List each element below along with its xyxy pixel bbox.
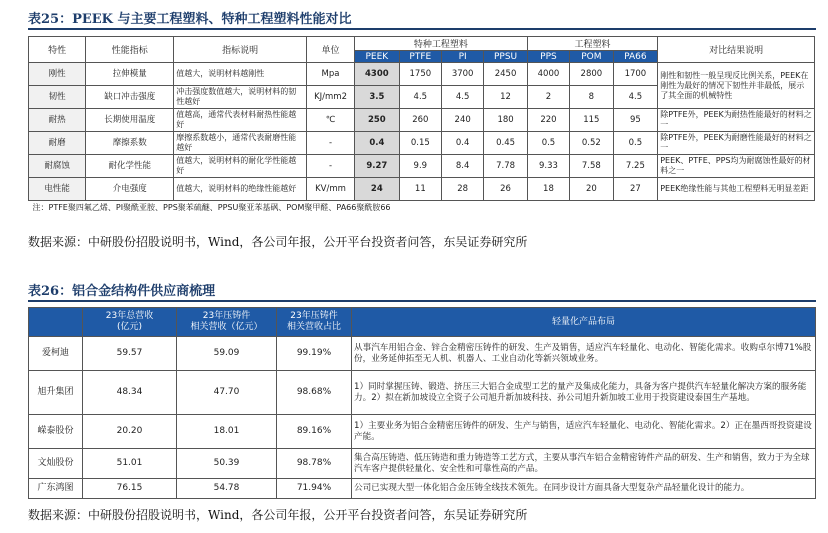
table-row (29, 155, 815, 178)
company-cell: 嵘泰股份 (29, 415, 83, 449)
header-product-layout: 轻量化产品布局 (352, 308, 816, 337)
aluminum-supplier-table (28, 307, 816, 499)
indicator-desc-cell: 值越大，说明材料的绝缘性能越好 (174, 178, 307, 201)
total-revenue-cell: 51.01 (83, 449, 177, 479)
value-cell: 9.33 (527, 155, 569, 178)
value-cell: 2800 (570, 63, 613, 86)
indicator-desc-cell: 摩擦系数越小，通常代表耐磨性能越好 (174, 132, 307, 155)
header-related-revenue: 23年压铸件 相关营收（亿元） (177, 308, 277, 337)
property-cell: 耐热 (29, 109, 86, 132)
layout-cell: 1）主要业务为铝合金精密压铸件的研发、生产与销售，适应汽车轻量化、电动化、智能化需求。2）正在墨西哥投资建设产能。 (352, 415, 816, 449)
table-row (29, 415, 816, 449)
header-property: 特性 (29, 37, 86, 63)
value-cell: 27 (613, 178, 658, 201)
total-revenue-cell: 20.20 (83, 415, 177, 449)
table25-title-rule (28, 28, 816, 30)
value-cell: 7.25 (613, 155, 658, 178)
value-cell: 180 (484, 109, 527, 132)
layout-cell: 集合高压铸造、低压铸造和重力铸造等工艺方式，主要从事汽车铝合金精密铸件产品的研发、生产和销售，致力于为全球汽车客户提供轻量化、安全性和可靠性高的产品。 (352, 449, 816, 479)
related-revenue-cell: 18.01 (177, 415, 277, 449)
header-material: PEEK (355, 51, 400, 63)
value-cell: 0.45 (484, 132, 527, 155)
header-material: PPSU (484, 51, 527, 63)
property-cell: 韧性 (29, 86, 86, 109)
conclusion-cell: 刚性和韧性一般呈现反比例关系，PEEK在刚性为最好的情况下韧性并非最低，展示了其全面的机械特性 (658, 63, 815, 109)
header-revenue-ratio: 23年压铸件 相关营收占比 (277, 308, 352, 337)
conclusion-cell: PEEK绝缘性能与其他工程塑料无明显差距 (658, 178, 815, 201)
conclusion-cell: 除PTFE外，PEEK为耐磨性能最好的材料之一 (658, 132, 815, 155)
unit-cell: ℃ (307, 109, 355, 132)
related-revenue-cell: 59.09 (177, 337, 277, 371)
header-material: PTFE (399, 51, 441, 63)
value-cell: 1750 (399, 63, 441, 86)
indicator-desc-cell: 值越大，说明材料越刚性 (174, 63, 307, 86)
value-cell: 0.52 (570, 132, 613, 155)
value-cell: 11 (399, 178, 441, 201)
conclusion-cell: 除PTFE外，PEEK为耐热性能最好的材料之一 (658, 109, 815, 132)
layout-cell: 1）同时掌握压铸、锻造、挤压三大铝合金成型工艺的量产及集成化能力，具备为客户提供汽车轻量化解决方案的服务能力。2）拟在新加坡设立全资子公司旭升新加坡科技、孙公司旭升新加坡工业用于投资建设泰国生产基地。 (352, 371, 816, 415)
table-row (29, 178, 815, 201)
indicator-cell: 缺口冲击强度 (86, 86, 174, 109)
value-cell: 9.9 (399, 155, 441, 178)
value-cell-peek: 24 (355, 178, 400, 201)
unit-cell: - (307, 132, 355, 155)
header-material: POM (570, 51, 613, 63)
property-cell: 电性能 (29, 178, 86, 201)
table-row (29, 63, 815, 86)
value-cell-peek: 3.5 (355, 86, 400, 109)
header-special-plastics: 特种工程塑料 (355, 37, 528, 51)
related-revenue-cell: 47.70 (177, 371, 277, 415)
indicator-cell: 拉伸模量 (86, 63, 174, 86)
value-cell: 18 (527, 178, 569, 201)
value-cell: 12 (484, 86, 527, 109)
table-row (29, 109, 815, 132)
value-cell: 4000 (527, 63, 569, 86)
table26-source: 数据来源：中研股份招股说明书，Wind，各公司年报，公开平台投资者问答，东吴证券研究所 (28, 508, 528, 522)
header-conclusion: 对比结果说明 (658, 37, 815, 63)
table-row (29, 337, 816, 371)
value-cell: 4.5 (613, 86, 658, 109)
total-revenue-cell: 59.57 (83, 337, 177, 371)
peek-comparison-table (28, 36, 815, 213)
table-row (29, 479, 816, 499)
value-cell: 4.5 (399, 86, 441, 109)
value-cell: 20 (570, 178, 613, 201)
ratio-cell: 71.94% (277, 479, 352, 499)
table-row (29, 371, 816, 415)
header-indicator: 性能指标 (86, 37, 174, 63)
company-cell: 文灿股份 (29, 449, 83, 479)
total-revenue-cell: 48.34 (83, 371, 177, 415)
table26-title-rule (28, 300, 816, 302)
value-cell: 8 (570, 86, 613, 109)
table25-title: 表25：PEEK 与主要工程塑料、特种工程塑料性能对比 (28, 12, 352, 27)
indicator-cell: 耐化学性能 (86, 155, 174, 178)
value-cell: 240 (441, 109, 483, 132)
value-cell: 260 (399, 109, 441, 132)
property-cell: 耐腐蚀 (29, 155, 86, 178)
value-cell-peek: 0.4 (355, 132, 400, 155)
value-cell: 4.5 (441, 86, 483, 109)
table25-source: 数据来源：中研股份招股说明书，Wind，各公司年报，公开平台投资者问答，东吴证券研究所 (28, 235, 528, 249)
company-cell: 爱柯迪 (29, 337, 83, 371)
table25-footnote: 注：PTFE聚四氟乙烯、PI聚酰亚胺、PPS聚苯硫醚、PPSU聚亚苯基砜、POM聚甲醛、PA66聚酰胺66 (32, 202, 391, 212)
ratio-cell: 89.16% (277, 415, 352, 449)
value-cell: 0.15 (399, 132, 441, 155)
unit-cell: KV/mm (307, 178, 355, 201)
value-cell: 1700 (613, 63, 658, 86)
table26-title: 表26：铝合金结构件供应商梳理 (28, 284, 216, 299)
ratio-cell: 99.19% (277, 337, 352, 371)
value-cell: 26 (484, 178, 527, 201)
value-cell: 95 (613, 109, 658, 132)
value-cell-peek: 9.27 (355, 155, 400, 178)
value-cell: 115 (570, 109, 613, 132)
unit-cell: - (307, 155, 355, 178)
header-material: PA66 (613, 51, 658, 63)
indicator-cell: 长期使用温度 (86, 109, 174, 132)
header-indicator-desc: 指标说明 (174, 37, 307, 63)
layout-cell: 公司已实现大型一体化铝合金压铸全线技术领先。在同步设计方面具备大型复杂产品轻量化设计的能力。 (352, 479, 816, 499)
total-revenue-cell: 76.15 (83, 479, 177, 499)
company-cell: 广东鸿图 (29, 479, 83, 499)
related-revenue-cell: 54.78 (177, 479, 277, 499)
value-cell: 7.78 (484, 155, 527, 178)
layout-cell: 从事汽车用铝合金、锌合金精密压铸件的研发、生产及销售，适应汽车轻量化、电动化、智能化需求。收购卓尔博71%股份，业务延伸拓至无人机、机器人、工业自动化等新兴领域业务。 (352, 337, 816, 371)
table-row (29, 449, 816, 479)
value-cell: 3700 (441, 63, 483, 86)
header-engineering-plastics: 工程塑料 (527, 37, 657, 51)
related-revenue-cell: 50.39 (177, 449, 277, 479)
unit-cell: KJ/mm2 (307, 86, 355, 109)
ratio-cell: 98.68% (277, 371, 352, 415)
header-material: PPS (527, 51, 569, 63)
header-unit: 单位 (307, 37, 355, 63)
property-cell: 刚性 (29, 63, 86, 86)
ratio-cell: 98.78% (277, 449, 352, 479)
value-cell: 220 (527, 109, 569, 132)
header-company (29, 308, 83, 337)
conclusion-cell: PEEK、PTFE、PPS均为耐腐蚀性最好的材料之一 (658, 155, 815, 178)
value-cell: 7.58 (570, 155, 613, 178)
indicator-cell: 介电强度 (86, 178, 174, 201)
value-cell: 8.4 (441, 155, 483, 178)
company-cell: 旭升集团 (29, 371, 83, 415)
header-material: PI (441, 51, 483, 63)
value-cell: 2450 (484, 63, 527, 86)
table-row (29, 132, 815, 155)
value-cell: 0.5 (613, 132, 658, 155)
header-total-revenue: 23年总营收 (亿元) (83, 308, 177, 337)
value-cell: 0.5 (527, 132, 569, 155)
indicator-desc-cell: 值越高，通常代表材料耐热性能越好 (174, 109, 307, 132)
property-cell: 耐磨 (29, 132, 86, 155)
value-cell: 28 (441, 178, 483, 201)
indicator-cell: 摩擦系数 (86, 132, 174, 155)
unit-cell: Mpa (307, 63, 355, 86)
value-cell-peek: 4300 (355, 63, 400, 86)
value-cell-peek: 250 (355, 109, 400, 132)
value-cell: 0.4 (441, 132, 483, 155)
value-cell: 2 (527, 86, 569, 109)
indicator-desc-cell: 冲击强度数值越大，说明材料的韧性越好 (174, 86, 307, 109)
indicator-desc-cell: 值越大，说明材料的耐化学性能越好 (174, 155, 307, 178)
